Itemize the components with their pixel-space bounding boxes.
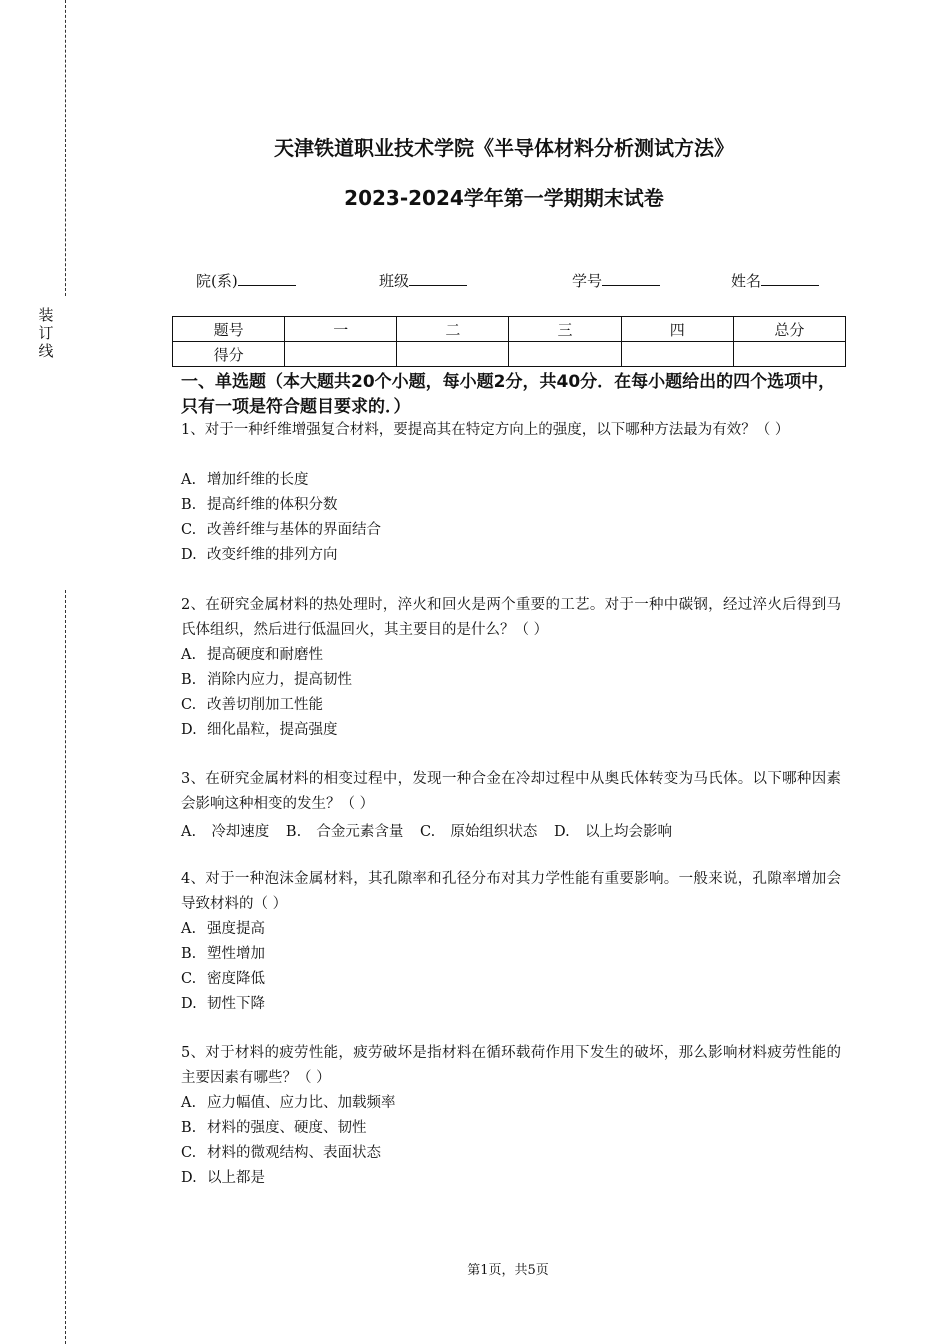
option-text: 应力幅值、应力比、加载频率 <box>207 1095 396 1111</box>
question-1-option-a[interactable] <box>181 468 309 493</box>
score-table <box>172 316 846 367</box>
question-1-option-b[interactable] <box>181 493 338 518</box>
option-letter: B. <box>285 824 302 840</box>
question-2-option-c[interactable] <box>181 693 323 718</box>
info-department[interactable] <box>196 270 296 291</box>
score-cell: 三 <box>509 317 621 342</box>
option-letter: C. <box>181 971 197 987</box>
option-text: 韧性下降 <box>207 996 265 1012</box>
question-3-option-b[interactable] <box>286 824 409 840</box>
option-text: 改善纤维与基体的界面结合 <box>207 522 381 538</box>
question-5-option-d[interactable] <box>181 1166 265 1191</box>
exam-title: 天津铁道职业技术学院《半导体材料分析测试方法》 <box>274 136 734 160</box>
option-letter: C. <box>420 824 436 840</box>
option-letter: A. <box>181 472 197 488</box>
info-label: 姓名 <box>731 272 762 290</box>
info-label: 班级 <box>379 272 410 290</box>
section-heading: 一、单选题（本大题共20个小题，每小题2分，共40分．在每小题给出的四个选项中，只有一项是符合题目要求的．） <box>181 372 836 417</box>
info-blank[interactable] <box>602 270 660 286</box>
question-2-option-d[interactable] <box>181 718 338 743</box>
score-cell: 一 <box>285 317 397 342</box>
score-cell: 得分 <box>173 342 285 367</box>
question-4-option-d[interactable] <box>181 992 265 1017</box>
score-cell: 四 <box>621 317 733 342</box>
question-2-text: 2、在研究金属材料的热处理时，淬火和回火是两个重要的工艺。对于一种中碳钢，经过淬火后得到马氏体组织，然后进行低温回火，其主要目的是什么？（ ） <box>181 597 841 638</box>
question-3-options <box>181 820 684 841</box>
question-4-option-c[interactable] <box>181 967 265 992</box>
question-1-option-d[interactable] <box>181 543 338 568</box>
question-5-text: 5、对于材料的疲劳性能，疲劳破坏是指材料在循环载荷作用下发生的破坏，那么影响材料疲劳性能的主要因素有哪些？（ ） <box>181 1045 841 1086</box>
question-2-option-b[interactable] <box>181 668 352 693</box>
question-1-text: 1、对于一种纤维增强复合材料，要提高其在特定方向上的强度，以下哪种方法最为有效？（ ） <box>181 422 790 438</box>
option-letter: B. <box>181 497 197 513</box>
question-3-option-a[interactable] <box>181 824 275 840</box>
option-letter: D. <box>181 547 197 563</box>
binding-char: 线 <box>38 342 54 360</box>
info-blank[interactable] <box>409 270 467 286</box>
option-letter: C. <box>181 1145 197 1161</box>
score-input-cell[interactable] <box>285 342 397 367</box>
question-4-text: 4、对于一种泡沫金属材料，其孔隙率和孔径分布对其力学性能有重要影响。一般来说，孔隙率增加会导致材料的（ ） <box>181 871 841 912</box>
info-label: 学号 <box>572 272 603 290</box>
exam-subtitle: 2023-2024学年第一学期期末试卷 <box>344 186 664 210</box>
binding-dashed-line-bottom <box>65 590 66 1344</box>
info-blank[interactable] <box>238 270 296 286</box>
question-5-option-a[interactable] <box>181 1091 396 1116</box>
page-number: 第1页，共5页 <box>467 1263 549 1278</box>
option-text: 材料的强度、硬度、韧性 <box>207 1120 367 1136</box>
option-text: 以上都是 <box>207 1170 265 1186</box>
option-letter: D. <box>554 824 570 840</box>
option-text: 提高纤维的体积分数 <box>207 497 338 513</box>
question-3-option-d[interactable] <box>554 824 678 840</box>
info-class[interactable] <box>379 270 467 291</box>
option-text: 塑性增加 <box>207 946 265 962</box>
option-text: 改善切削加工性能 <box>207 697 323 713</box>
question-4-option-b[interactable] <box>181 942 265 967</box>
option-text: 消除内应力，提高韧性 <box>207 672 352 688</box>
option-letter: B. <box>181 946 197 962</box>
score-table-header-row <box>173 317 846 342</box>
option-letter: A. <box>181 647 197 663</box>
binding-char: 订 <box>38 324 54 342</box>
binding-char: 装 <box>38 306 54 324</box>
binding-label <box>38 306 54 360</box>
option-letter: B. <box>181 1120 197 1136</box>
score-cell: 题号 <box>173 317 285 342</box>
question-2-option-a[interactable] <box>181 643 323 668</box>
option-letter: D. <box>181 722 197 738</box>
score-table-score-row <box>173 342 846 367</box>
option-text: 增加纤维的长度 <box>207 472 309 488</box>
question-5-option-c[interactable] <box>181 1141 381 1166</box>
option-text: 材料的微观结构、表面状态 <box>207 1145 381 1161</box>
question-3-option-c[interactable] <box>420 824 543 840</box>
option-letter: C. <box>181 522 197 538</box>
option-letter: B. <box>181 672 197 688</box>
question-1-option-c[interactable] <box>181 518 381 543</box>
score-input-cell[interactable] <box>733 342 845 367</box>
option-letter: D. <box>181 996 197 1012</box>
option-letter: A. <box>181 1095 197 1111</box>
score-input-cell[interactable] <box>509 342 621 367</box>
option-text: 强度提高 <box>207 921 265 937</box>
score-input-cell[interactable] <box>397 342 509 367</box>
option-text: 合金元素含量 <box>316 824 404 840</box>
info-student-id[interactable] <box>572 270 660 291</box>
option-letter: A. <box>181 824 197 840</box>
question-5-option-b[interactable] <box>181 1116 367 1141</box>
question-4-option-a[interactable] <box>181 917 265 942</box>
option-letter: A. <box>181 921 197 937</box>
option-text: 密度降低 <box>207 971 265 987</box>
option-text: 原始组织状态 <box>450 824 538 840</box>
question-3-text: 3、在研究金属材料的相变过程中，发现一种合金在冷却过程中从奥氏体转变为马氏体。以下哪种因素会影响这种相变的发生？（ ） <box>181 771 841 812</box>
score-input-cell[interactable] <box>621 342 733 367</box>
option-letter: D. <box>181 1170 197 1186</box>
info-label: 院(系) <box>196 272 238 290</box>
option-text: 以上均会影响 <box>584 824 672 840</box>
option-letter: C. <box>181 697 197 713</box>
option-text: 冷却速度 <box>211 824 270 840</box>
info-blank[interactable] <box>761 270 819 286</box>
option-text: 细化晶粒，提高强度 <box>207 722 338 738</box>
score-cell: 二 <box>397 317 509 342</box>
option-text: 提高硬度和耐磨性 <box>207 647 323 663</box>
score-cell: 总分 <box>733 317 845 342</box>
option-text: 改变纤维的排列方向 <box>207 547 338 563</box>
info-name[interactable] <box>731 270 819 291</box>
